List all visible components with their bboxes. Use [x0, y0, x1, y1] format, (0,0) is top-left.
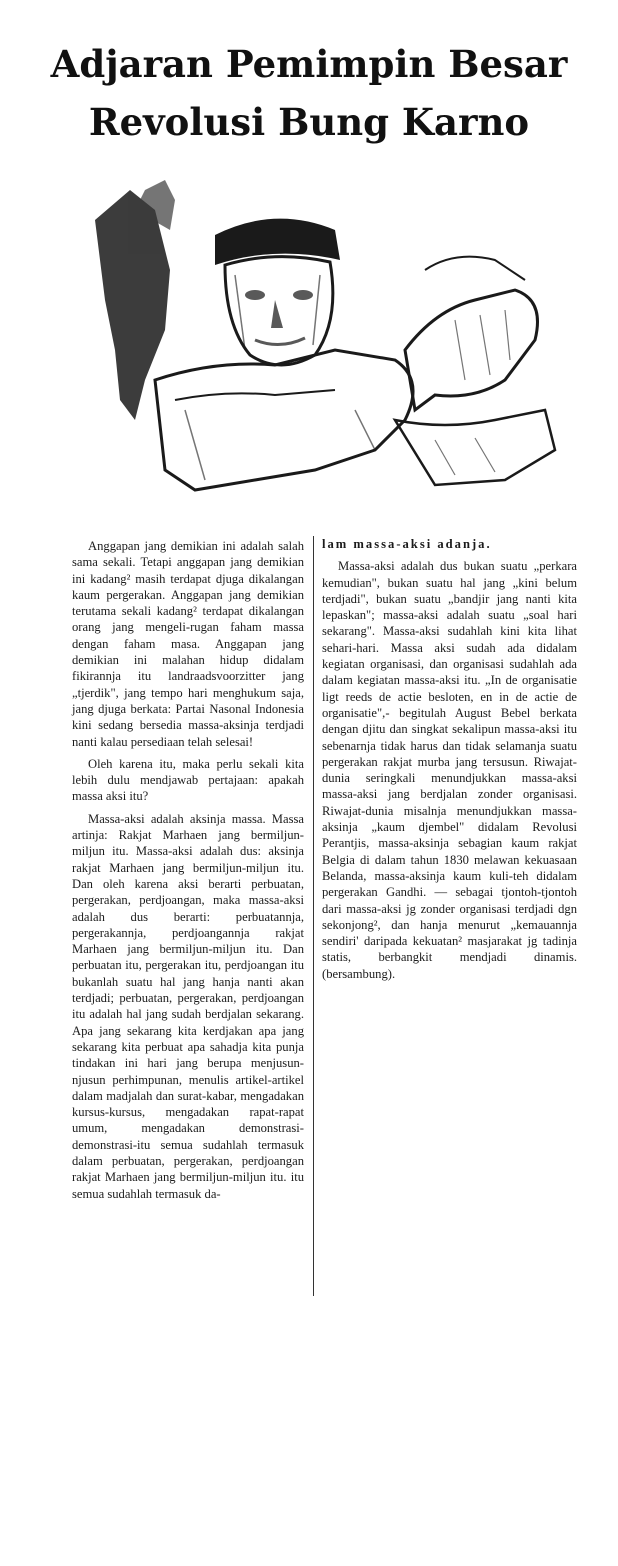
- portrait-sketch-icon: [75, 150, 575, 522]
- article-right-column: [322, 536, 577, 982]
- headline-line-2: Revolusi Bung Karno: [88, 100, 530, 144]
- article-left-column: [72, 538, 304, 1202]
- headline-line-1: Adjaran Pemimpin Besar: [50, 42, 568, 86]
- paragraph-4: Massa-aksi adalah dus bukan suatu „perkara kemudian", bukan suatu hal jang „kini belum terdjadi", bukan suatu „bandjir jang nanti kita lepaskan"; massa-aksi adalah suatu „soal hari sekarang". Massa-aksi sudahlah kini kita lihat sehari-hari. Massa aksi sudah ada didalam kegiatan organisasi, dan organisasi sudahlah ada dalam kegiatan massa-aksi itu. „In de organisatie ligt reeds de actie besloten, en in de actie de organisatie",- begitulah August Bebel berkata dengan djitu dan singkat sekalipun massa-aksi itu sebenarnja tidak harus dan tidak selamanja suatu pergerakan rakjat murba jang tersusun. Riwajat-dunia seringkali menundjukkan massa-aksi massa-aksi jang berdjalan zonder organisasi. Riwajat-dunia misalnja menundjukkan massa-aksinja „kaum djembel" didalam Revolusi Perantjis, massa-aksinja sebagian kaum rakjat Belgia di dalam tahun 1830 melawan kekuasaan Belanda, massa-aksinja kaum kuli-teh didalam pergerakan Gandhi. — sebagai tjontoh-tjontoh dari massa-aksi jg zonder organisasi terdjadi dgn sekonjong², dan hanja menurut „kemauannja sendiri' daripada kekuatan² masjarakat jg tadinja statis, berbangkit mendjadi dinamis. (bersambung).: [322, 559, 577, 981]
- paragraph-1: Anggapan jang demikian ini adalah salah sama sekali. Tetapi anggapan jang demikian ini kadang² masih terdapat djuga dikalangan kaum pergerakan. Anggapan jang demikian terutama sekali kadang² terdapat dikalangan orang jang mengeli-rugan faham massa dengan faham masa. Anggapan jang demikian ini malahan hidup didalam fikirannja itu landraadsvoorzitter jang „tjerdik", jang tempo hari menghukum saja, jang djuga berkata: Partai Nasonal Indonesia kini sedang bersedia massa-aksinja terdjadi nanti kalau persediaan telah selesai!: [72, 539, 304, 749]
- paragraph-3: Massa-aksi adalah aksinja massa. Massa artinja: Rakjat Marhaen jang bermiljun-miljun itu. Massa-aksi adalah dus: aksinja rakjat Marhaen jang bermiljun-miljun itu. Dan oleh karena aksi berarti perbuatan, pergerakan, perdjoangan, maka massa-aksi adalah dus berarti: perbuatannja, pergerakannja, perdjoangannja rakjat Marhaen jang bermiljun-miljun itu. Dan perbuatan itu, pergerakan itu, perdjoangan itu bukanlah suatu hal jang hanja nanti akan terdjadi; perbuatan, pergerakan, perdjoangan itu adalah hal jang sudah berdjalan sekarang. Apa jang sekarang kita kerdjakan apa jang sekarang kita perbuat apa sahadja kita punja tindakan ini hari jang berupa menjusun-njusun perhimpunan, menulis artikel-artikel dalam madjalah dan surat-kabar, mengadakan kursus-kursus, mengadakan rapat-rapat umum, mengadakan demonstrasi-demonstrasi-itu semua sudahlah termasuk dalam perbuatan, pergerakan, perdjoangan rakjat Marhaen jang bermiljun-miljun itu. itu semua sudahlah termasuk da-: [72, 811, 304, 1201]
- paragraph-2: Oleh karena itu, maka perlu sekali kita lebih dulu mendjawab pertajaan: apakah massa aksi itu?: [72, 756, 304, 804]
- column-divider: [313, 536, 314, 1296]
- continuation-line: lam massa-aksi adanja.: [322, 537, 492, 551]
